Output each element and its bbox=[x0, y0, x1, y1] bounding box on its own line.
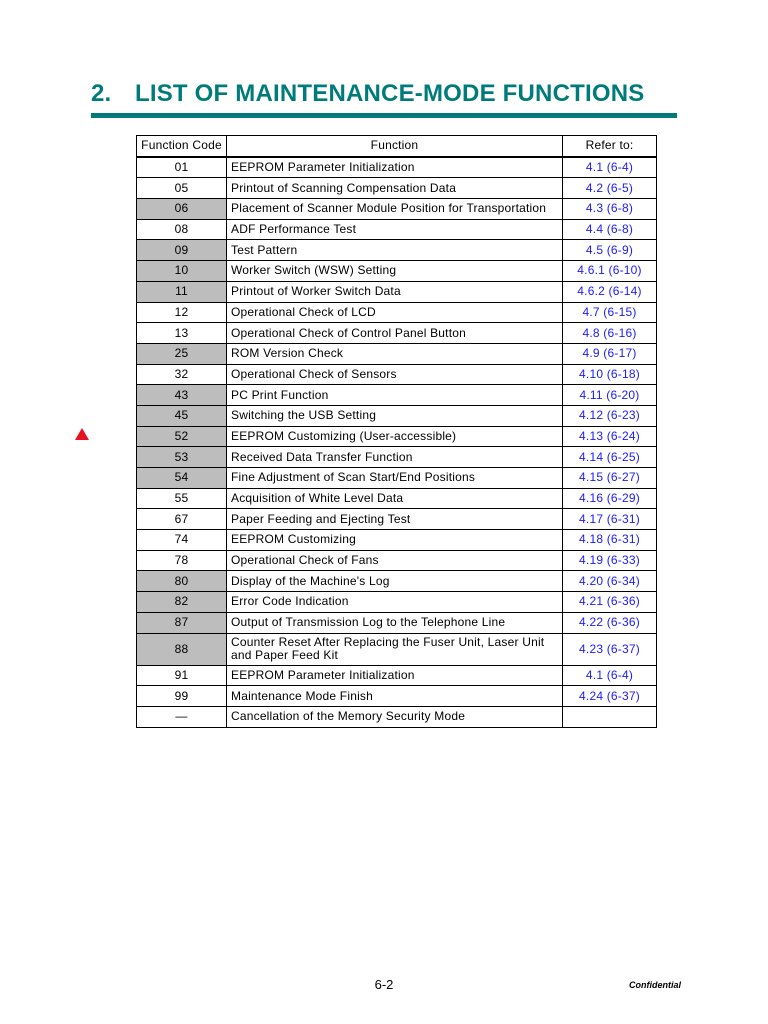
refer-to-link[interactable]: 4.10 (6-18) bbox=[563, 364, 657, 385]
header-refer-to: Refer to: bbox=[563, 136, 657, 157]
function-code-cell: 25 bbox=[137, 343, 227, 364]
table-row bbox=[137, 157, 657, 178]
table-row bbox=[137, 178, 657, 199]
function-name-cell: EEPROM Parameter Initialization bbox=[227, 665, 563, 686]
function-code-cell: 74 bbox=[137, 530, 227, 551]
function-code-cell: 52 bbox=[137, 426, 227, 447]
table-row bbox=[137, 530, 657, 551]
function-code-cell: 11 bbox=[137, 281, 227, 302]
table-row bbox=[137, 385, 657, 406]
header-function-code: Function Code bbox=[137, 136, 227, 157]
function-name-cell: Worker Switch (WSW) Setting bbox=[227, 261, 563, 282]
header-function: Function bbox=[227, 136, 563, 157]
function-name-cell: Cancellation of the Memory Security Mode bbox=[227, 706, 563, 727]
confidential-label: Confidential bbox=[629, 980, 681, 990]
table-row bbox=[137, 281, 657, 302]
function-name-cell: Switching the USB Setting bbox=[227, 405, 563, 426]
table-row bbox=[137, 550, 657, 571]
table-row bbox=[137, 571, 657, 592]
table-row bbox=[137, 468, 657, 489]
function-name-cell: Operational Check of LCD bbox=[227, 302, 563, 323]
function-name-cell: EEPROM Customizing (User-accessible) bbox=[227, 426, 563, 447]
function-name-cell: Printout of Worker Switch Data bbox=[227, 281, 563, 302]
function-name-cell: Acquisition of White Level Data bbox=[227, 488, 563, 509]
function-name-cell: Counter Reset After Replacing the Fuser Unit, Laser Unit and Paper Feed Kit bbox=[227, 633, 563, 665]
refer-to-link[interactable]: 4.8 (6-16) bbox=[563, 323, 657, 344]
refer-to-link[interactable]: 4.12 (6-23) bbox=[563, 405, 657, 426]
function-code-cell: 45 bbox=[137, 405, 227, 426]
function-code-cell: 01 bbox=[137, 157, 227, 178]
function-name-cell: Maintenance Mode Finish bbox=[227, 686, 563, 707]
refer-to-link[interactable]: 4.11 (6-20) bbox=[563, 385, 657, 406]
maintenance-functions-table bbox=[136, 135, 657, 728]
refer-to-link[interactable]: 4.6.2 (6-14) bbox=[563, 281, 657, 302]
function-code-cell: 99 bbox=[137, 686, 227, 707]
refer-to-link[interactable]: 4.24 (6-37) bbox=[563, 686, 657, 707]
table-row bbox=[137, 447, 657, 468]
function-code-cell: — bbox=[137, 706, 227, 727]
table-row bbox=[137, 633, 657, 665]
function-code-cell: 55 bbox=[137, 488, 227, 509]
refer-to-link[interactable]: 4.7 (6-15) bbox=[563, 302, 657, 323]
refer-to-link[interactable]: 4.3 (6-8) bbox=[563, 199, 657, 220]
function-code-cell: 43 bbox=[137, 385, 227, 406]
function-name-cell: EEPROM Parameter Initialization bbox=[227, 157, 563, 178]
function-code-cell: 13 bbox=[137, 323, 227, 344]
refer-to-link[interactable]: 4.23 (6-37) bbox=[563, 633, 657, 665]
heading-rule bbox=[91, 113, 677, 118]
table-header-row bbox=[137, 136, 657, 157]
section-title: LIST OF MAINTENANCE-MODE FUNCTIONS bbox=[135, 80, 645, 107]
section-heading bbox=[91, 80, 677, 108]
function-name-cell: Operational Check of Control Panel Button bbox=[227, 323, 563, 344]
table-row bbox=[137, 302, 657, 323]
function-name-cell: Printout of Scanning Compensation Data bbox=[227, 178, 563, 199]
table-row bbox=[137, 592, 657, 613]
refer-to-link[interactable]: 4.2 (6-5) bbox=[563, 178, 657, 199]
function-name-cell: Operational Check of Fans bbox=[227, 550, 563, 571]
function-name-cell: ROM Version Check bbox=[227, 343, 563, 364]
table-row bbox=[137, 199, 657, 220]
function-name-cell: ADF Performance Test bbox=[227, 219, 563, 240]
table-row bbox=[137, 405, 657, 426]
table-row bbox=[137, 612, 657, 633]
function-name-cell: Display of the Machine's Log bbox=[227, 571, 563, 592]
table-row bbox=[137, 665, 657, 686]
function-name-cell: Received Data Transfer Function bbox=[227, 447, 563, 468]
function-name-cell: EEPROM Customizing bbox=[227, 530, 563, 551]
table-row bbox=[137, 323, 657, 344]
refer-to-link[interactable]: 4.1 (6-4) bbox=[563, 157, 657, 178]
refer-to-link[interactable]: 4.14 (6-25) bbox=[563, 447, 657, 468]
refer-to-link[interactable]: 4.19 (6-33) bbox=[563, 550, 657, 571]
function-name-cell: Fine Adjustment of Scan Start/End Positions bbox=[227, 468, 563, 489]
refer-to-link[interactable]: 4.15 (6-27) bbox=[563, 468, 657, 489]
function-code-cell: 06 bbox=[137, 199, 227, 220]
function-code-cell: 88 bbox=[137, 633, 227, 665]
function-name-cell: Paper Feeding and Ejecting Test bbox=[227, 509, 563, 530]
function-name-cell: PC Print Function bbox=[227, 385, 563, 406]
table-row bbox=[137, 364, 657, 385]
table-body bbox=[137, 157, 657, 727]
refer-to-link[interactable]: 4.9 (6-17) bbox=[563, 343, 657, 364]
table-row bbox=[137, 686, 657, 707]
function-code-cell: 08 bbox=[137, 219, 227, 240]
table-row bbox=[137, 706, 657, 727]
table-row bbox=[137, 261, 657, 282]
function-code-cell: 82 bbox=[137, 592, 227, 613]
table-row bbox=[137, 426, 657, 447]
refer-to-link bbox=[563, 706, 657, 727]
function-code-cell: 54 bbox=[137, 468, 227, 489]
function-name-cell: Placement of Scanner Module Position for Transportation bbox=[227, 199, 563, 220]
function-code-cell: 53 bbox=[137, 447, 227, 468]
function-code-cell: 12 bbox=[137, 302, 227, 323]
refer-to-link[interactable]: 4.20 (6-34) bbox=[563, 571, 657, 592]
table-row bbox=[137, 219, 657, 240]
function-code-cell: 87 bbox=[137, 612, 227, 633]
refer-to-link[interactable]: 4.18 (6-31) bbox=[563, 530, 657, 551]
function-name-cell: Error Code Indication bbox=[227, 592, 563, 613]
function-code-cell: 32 bbox=[137, 364, 227, 385]
refer-to-link[interactable]: 4.13 (6-24) bbox=[563, 426, 657, 447]
function-name-cell: Output of Transmission Log to the Telephone Line bbox=[227, 612, 563, 633]
table-row bbox=[137, 343, 657, 364]
function-code-cell: 09 bbox=[137, 240, 227, 261]
function-name-cell: Operational Check of Sensors bbox=[227, 364, 563, 385]
page-number: 6-2 bbox=[374, 977, 394, 992]
table-row bbox=[137, 488, 657, 509]
refer-to-link[interactable]: 4.4 (6-8) bbox=[563, 219, 657, 240]
function-code-cell: 91 bbox=[137, 665, 227, 686]
function-code-cell: 10 bbox=[137, 261, 227, 282]
function-code-cell: 05 bbox=[137, 178, 227, 199]
refer-to-link[interactable]: 4.17 (6-31) bbox=[563, 509, 657, 530]
refer-to-link[interactable]: 4.6.1 (6-10) bbox=[563, 261, 657, 282]
function-name-cell: Test Pattern bbox=[227, 240, 563, 261]
refer-to-link[interactable]: 4.22 (6-36) bbox=[563, 612, 657, 633]
refer-to-link[interactable]: 4.1 (6-4) bbox=[563, 665, 657, 686]
refer-to-link[interactable]: 4.16 (6-29) bbox=[563, 488, 657, 509]
revision-marker-icon bbox=[75, 428, 89, 440]
function-code-cell: 78 bbox=[137, 550, 227, 571]
function-code-cell: 80 bbox=[137, 571, 227, 592]
table-row bbox=[137, 240, 657, 261]
refer-to-link[interactable]: 4.21 (6-36) bbox=[563, 592, 657, 613]
refer-to-link[interactable]: 4.5 (6-9) bbox=[563, 240, 657, 261]
table-row bbox=[137, 509, 657, 530]
function-code-cell: 67 bbox=[137, 509, 227, 530]
section-number: 2. bbox=[91, 80, 112, 107]
